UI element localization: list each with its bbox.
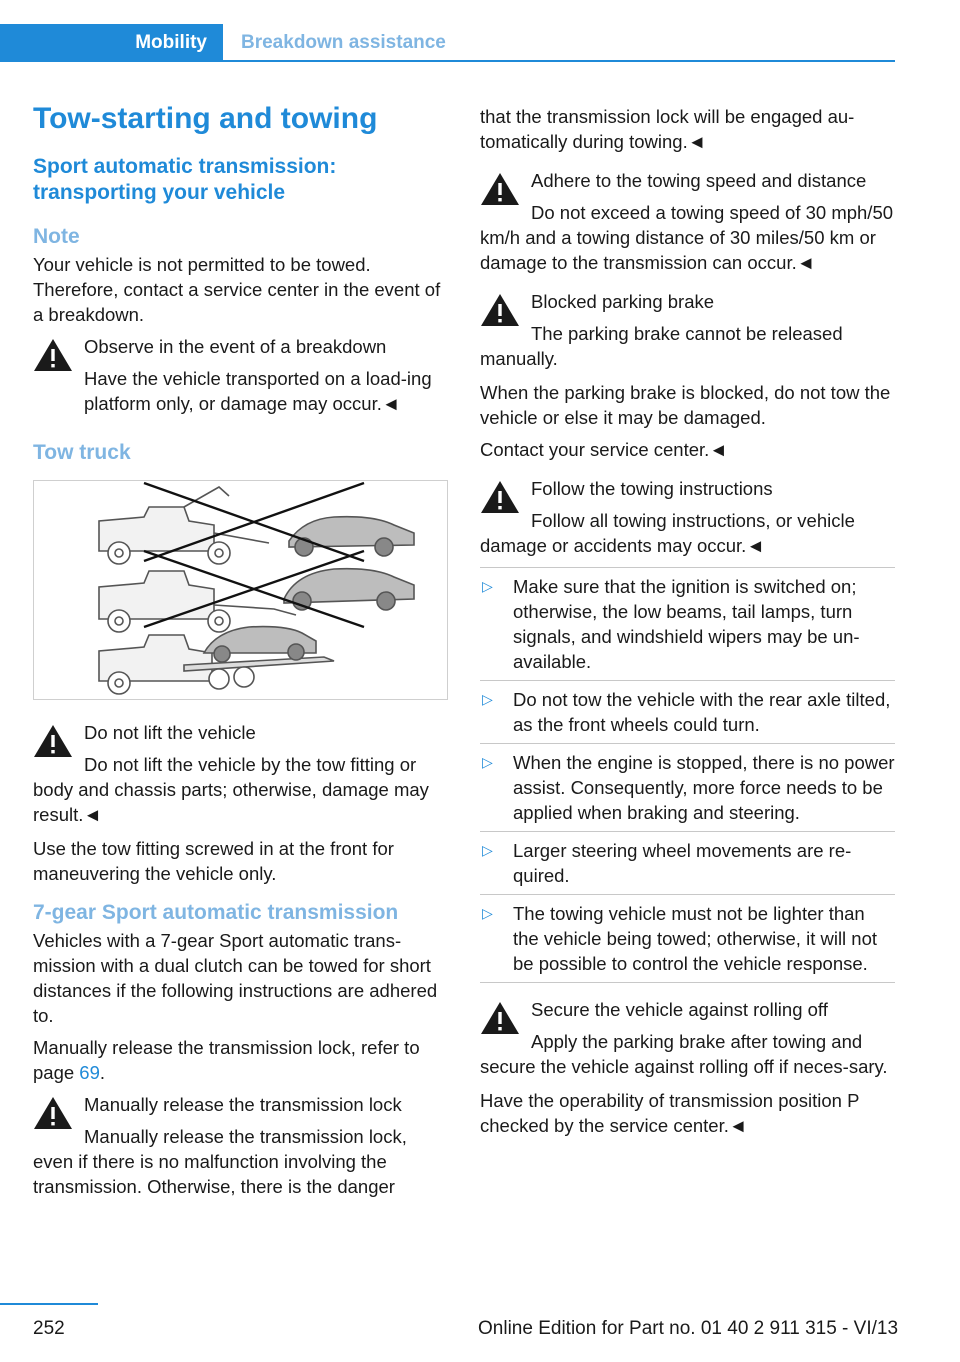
warning-triangle-icon (33, 338, 73, 372)
note-text: Your vehicle is not permitted to be towed. Therefore, contact a service center in the event of a breakdown. (33, 254, 441, 325)
warning-title: Do not lift the vehicle (84, 722, 256, 743)
edition-note: Online Edition for Part no. 01 40 2 911 315 - VI/13 (478, 1318, 899, 1339)
note-heading: Note (33, 225, 80, 248)
warning-block (33, 334, 448, 416)
right-column (480, 104, 895, 1145)
warning-title: Follow the towing instructions (531, 478, 773, 499)
warning-block (480, 289, 895, 371)
warning-triangle-icon (480, 293, 520, 327)
section-subtitle: Sport automatic transmission: transporting your vehicle (33, 155, 337, 204)
warning-triangle-icon (480, 172, 520, 206)
warning-block (33, 720, 448, 827)
footer-rule (0, 1303, 98, 1305)
header-rule (0, 60, 895, 62)
tow-fitting-text: Use the tow fitting screwed in at the front for maneuvering the vehicle only. (33, 838, 394, 884)
list-item: ▷ The towing vehicle must not be lighter than the vehicle being towed; otherwise, it will not be possible to control the vehicle response. (480, 895, 895, 983)
gear-heading: 7-gear Sport automatic transmission (33, 901, 399, 924)
chapter-header (0, 0, 895, 62)
warning-triangle-icon (33, 1096, 73, 1130)
bullet-triangle-icon: ▷ (482, 754, 493, 770)
warning-body: Have the vehicle transported on a load-ing platform only, or damage may occur.◄ (84, 368, 432, 414)
warning-block (480, 997, 895, 1079)
warning-block (480, 476, 895, 558)
bullet-triangle-icon: ▷ (482, 842, 493, 858)
list-item: ▷ When the engine is stopped, there is no power assist. Consequently, more force needs to be applied when braking and steering. (480, 744, 895, 832)
warning-body: The parking brake cannot be released manually. (480, 323, 843, 369)
warning-body: Manually release the transmission lock, even if there is no malfunction involving the transmission. Otherwise, there is the danger (33, 1126, 407, 1197)
warning-block (480, 168, 895, 275)
warning-body: Apply the parking brake after towing and secure the vehicle against rolling off if neces-sary. (480, 1031, 888, 1077)
continuation-text: that the transmission lock will be engaged au-tomatically during towing.◄ (480, 106, 855, 152)
warning-triangle-icon (480, 480, 520, 514)
gear-text: Vehicles with a 7-gear Sport automatic trans-mission with a dual clutch can be towed for short distances if the following instructions are adhered to. (33, 930, 438, 1026)
tab-mobility[interactable]: Mobility (0, 24, 223, 62)
contact-text: Contact your service center.◄ (480, 439, 728, 460)
warning-title: Manually release the transmission lock (84, 1094, 402, 1115)
bullet-triangle-icon: ▷ (482, 578, 493, 594)
page-title: Tow-starting and towing (33, 102, 378, 135)
towing-instructions-list (480, 567, 895, 983)
list-item: ▷ Larger steering wheel movements are re-quired. (480, 832, 895, 895)
blocked-brake-text: When the parking brake is blocked, do not tow the vehicle or else it may be damaged. (480, 382, 891, 428)
final-text: Have the operability of transmission position P checked by the service center.◄ (480, 1090, 860, 1136)
warning-body: Do not lift the vehicle by the tow fitting or body and chassis parts; otherwise, damage may result.◄ (33, 754, 429, 825)
warning-title: Observe in the event of a breakdown (84, 336, 387, 357)
warning-triangle-icon (480, 1001, 520, 1035)
warning-title: Blocked parking brake (531, 291, 715, 312)
tow-truck-heading: Tow truck (33, 441, 131, 464)
bullet-triangle-icon: ▷ (482, 691, 493, 707)
page-link-69[interactable]: 69 (79, 1062, 100, 1083)
warning-body: Follow all towing instructions, or vehicle damage or accidents may occur.◄ (480, 510, 855, 556)
left-column (33, 100, 448, 1208)
page-number: 252 (33, 1318, 65, 1339)
warning-title: Adhere to the towing speed and distance (531, 170, 867, 191)
tow-truck-drawing (34, 481, 447, 699)
list-item: ▷ Make sure that the ignition is switched on; otherwise, the low beams, tail lamps, turn signals, and windshield wipers may be un-available. (480, 567, 895, 681)
tow-truck-illustration (33, 480, 448, 700)
tab-breakdown-assistance[interactable]: Breakdown assistance (223, 24, 895, 62)
release-text: Manually release the transmission lock, refer to page 69. (33, 1037, 420, 1083)
list-item: ▷ Do not tow the vehicle with the rear axle tilted, as the front wheels could turn. (480, 681, 895, 744)
warning-body: Do not exceed a towing speed of 30 mph/50 km/h and a towing distance of 30 miles/50 km or damage to the transmission can occur.◄ (480, 202, 894, 273)
warning-block (33, 1092, 448, 1199)
warning-triangle-icon (33, 724, 73, 758)
bullet-triangle-icon: ▷ (482, 905, 493, 921)
warning-title: Secure the vehicle against rolling off (531, 999, 828, 1020)
